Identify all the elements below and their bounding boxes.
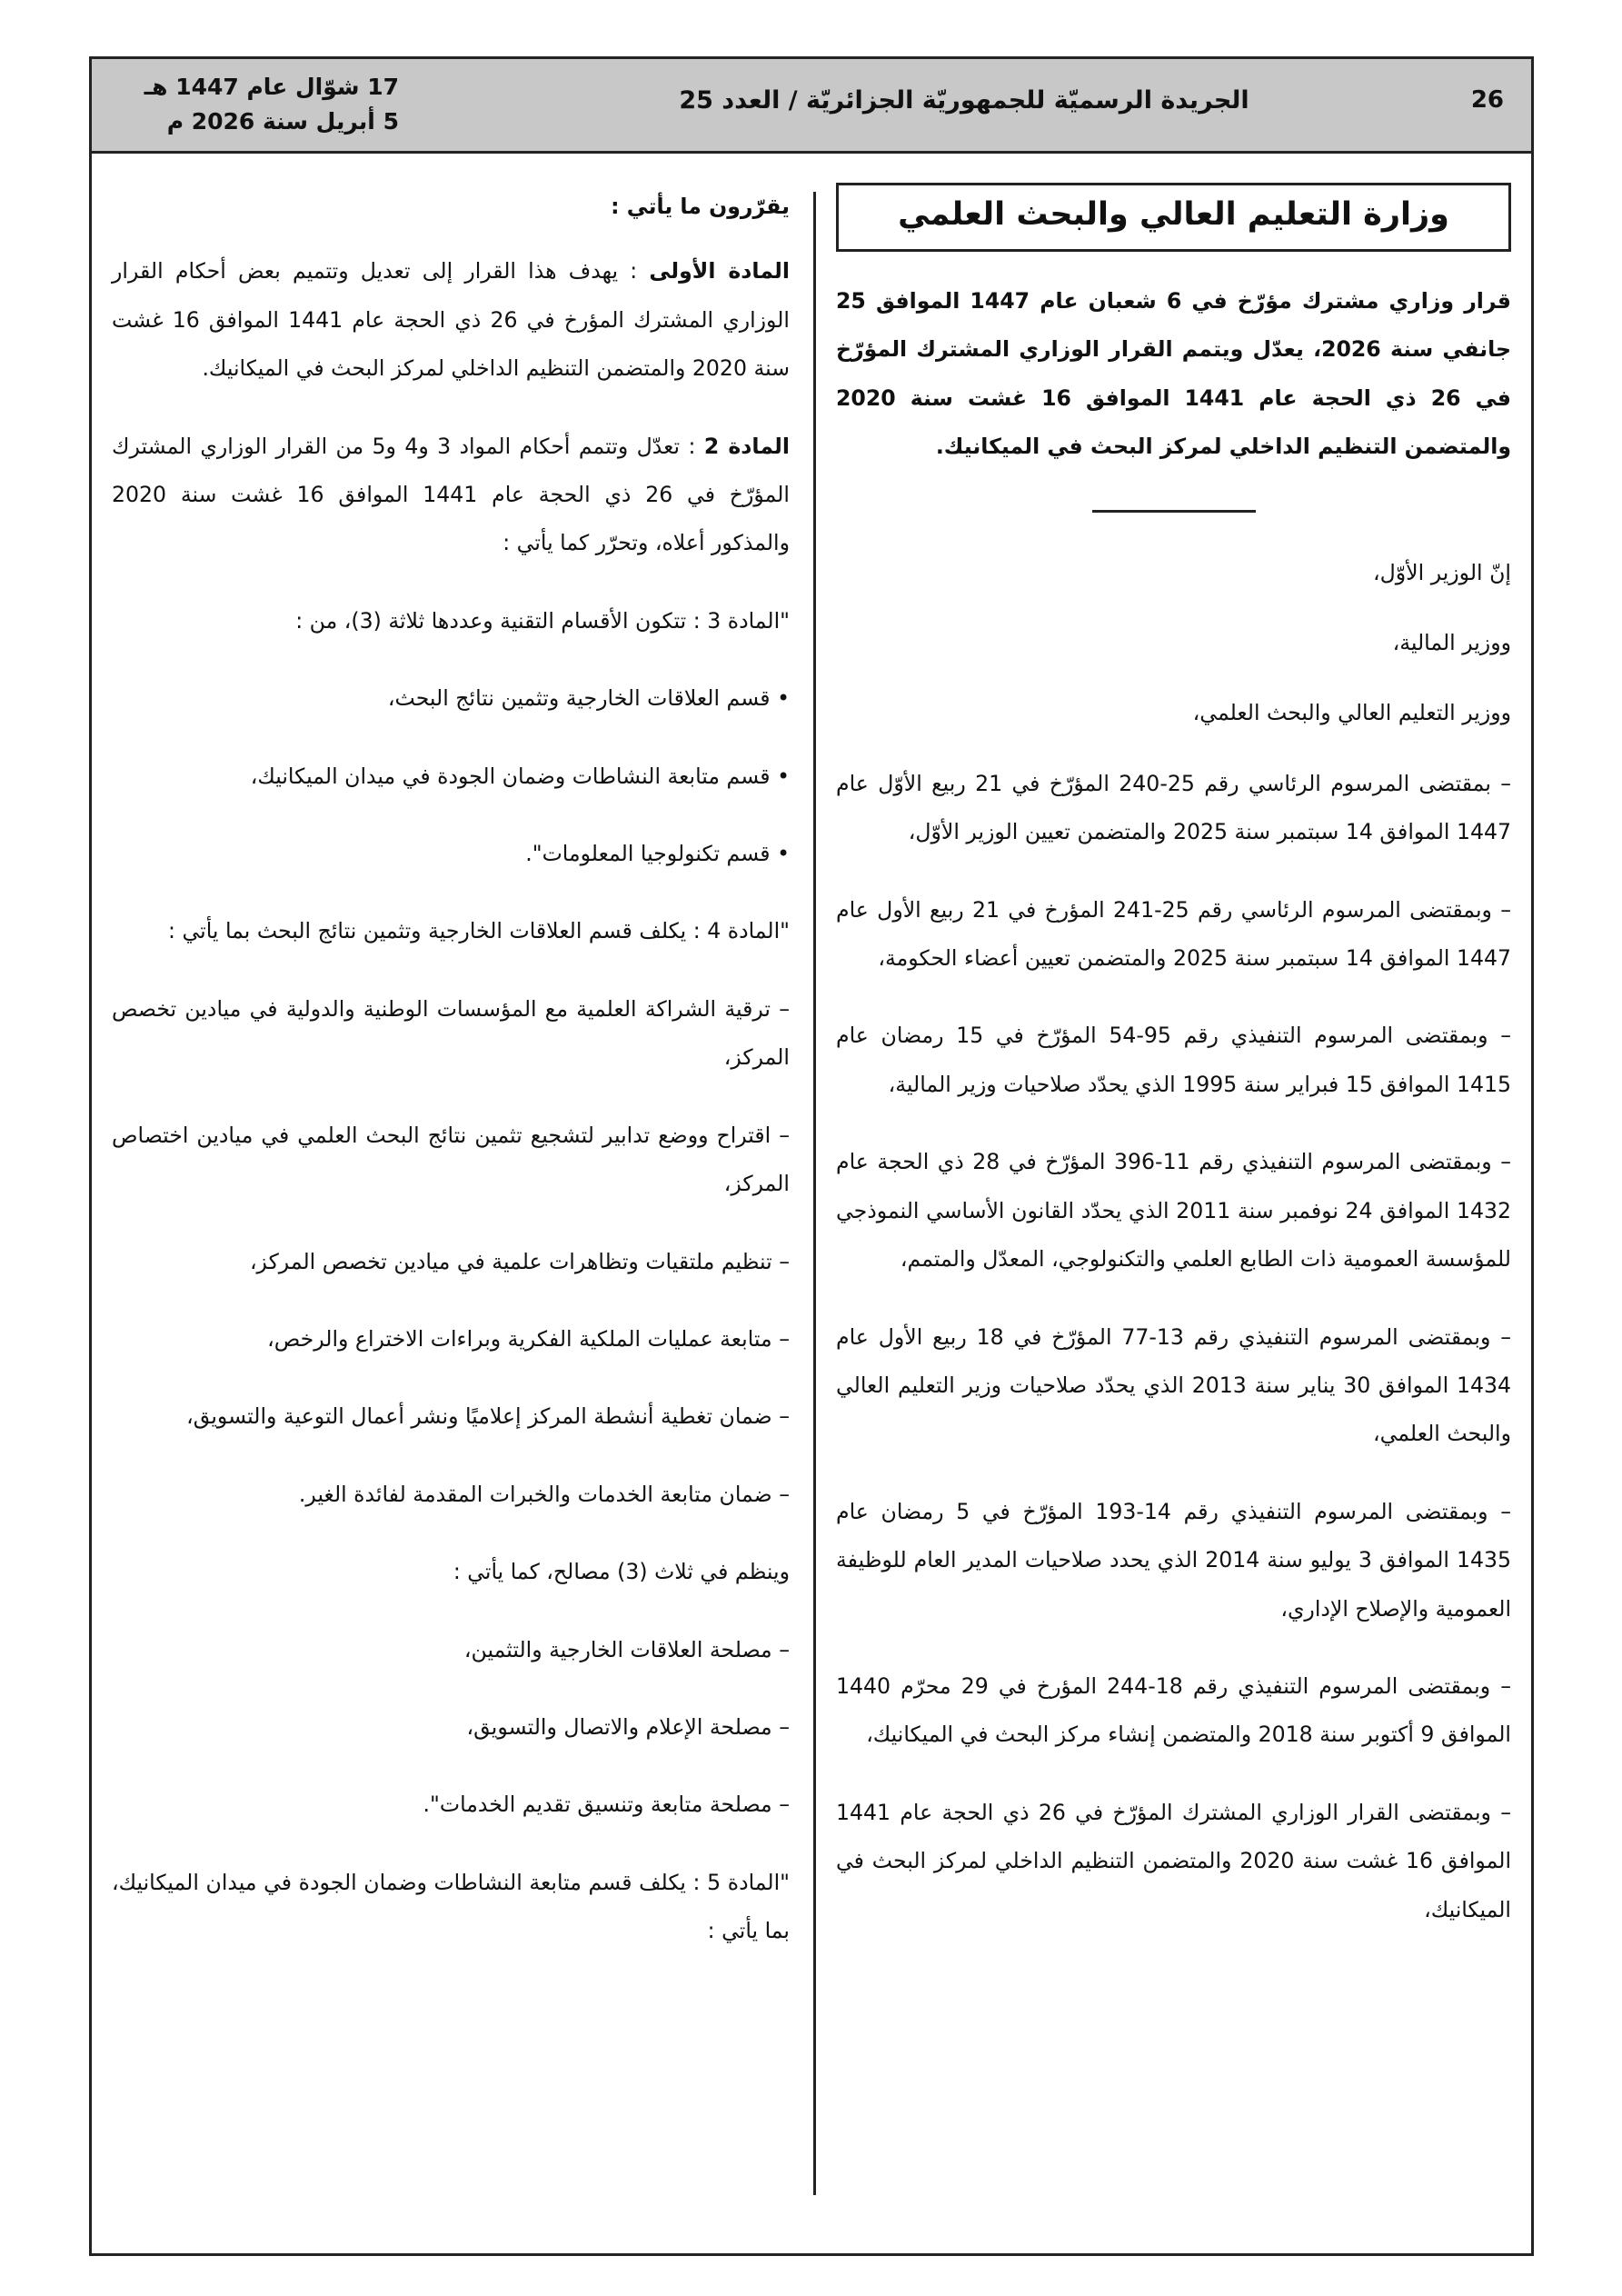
article-5-text: : يكلف قسم متابعة النشاطات وضمان الجودة في ميدان الميكانيك، بما يأتي : [112,1869,790,1944]
consideration: – وبمقتضى المرسوم التنفيذي رقم 95-54 المؤرّخ في 15 رمضان عام 1415 الموافق 15 فبراير سنة 1995 الذي يحدّد صلاحيات وزير المالية، [836,1023,1512,1097]
consideration: – وبمقتضى المرسوم التنفيذي رقم 11-396 المؤرّخ في 28 ذي الحجة عام 1432 الموافق 24 نوفمبر سنة 2011 الذي يحدّد القانون الأساسي النموذجي للمؤسسة العمومية ذات الطابع العلمي والتكنولوجي، المعدّل والمتمم، [836,1149,1512,1273]
article-1-label: المادة الأولى [649,258,790,285]
list-item: – ضمان متابعة الخدمات والخبرات المقدمة لفائدة الغير. [298,1481,790,1507]
list-item: • قسم العلاقات الخارجية وتثمين نتائج البحث، [112,674,790,723]
decree-title: قرار وزاري مشترك مؤرّخ في 6 شعبان عام 1447 الموافق 25 جانفي سنة 2026، يعدّل ويتمم القرار الوزاري المشترك المؤرّخ في 26 ذي الحجة عام 1441 الموافق 16 غشت سنة 2020 والمتضمن التنظيم الداخلي لمركز البحث في الميكانيك. [836,288,1511,460]
list-item: • قسم تكنولوجيا المعلومات". [112,830,790,878]
article-2-text: : تعدّل وتتمم أحكام المواد 3 و4 و5 من القرار الوزاري المشترك المؤرّخ في 26 ذي الحجة عام 1441 الموافق 16 غشت سنة 2020 والمذكور أعلاه، وتحرّر كما يأتي : [112,433,790,556]
article-2-label: المادة 2 [703,433,790,459]
service-item: – مصلحة العلاقات الخارجية والتثمين، [463,1636,790,1662]
article-4-text: : يكلف قسم العلاقات الخارجية وتثمين نتائج البحث بما يأتي : [168,918,701,944]
article-3-label: "المادة 3 [707,607,790,634]
page-header [92,59,1531,154]
separator-rule [1092,510,1256,513]
article-2 [112,423,790,568]
left-column [112,183,790,1985]
consideration: – وبمقتضى المرسوم التنفيذي رقم 14-193 المؤرّخ في 5 رمضان عام 1435 الموافق 3 يوليو سنة 2014 الذي يحدد صلاحيات المدير العام للوظيفة العمومية والإصلاح الإداري، [836,1498,1512,1622]
list-item: – ترقية الشراكة العلمية مع المؤسسات الوطنية والدولية في ميادين تخصص المركز، [112,995,790,1071]
right-column [836,183,1511,1963]
list-item: – متابعة عمليات الملكية الفكرية وبراءات الاختراع والرخص، [267,1325,790,1352]
ministry-title: وزارة التعليم العالي والبحث العلمي [836,183,1511,252]
issue-date [126,70,399,139]
column-divider [813,192,816,2195]
consideration: – وبمقتضى القرار الوزاري المشترك المؤرّخ في 26 ذي الحجة عام 1441 الموافق 16 غشت سنة 2020 والمتضمن التنظيم الداخلي لمركز البحث في الميكانيك، [836,1799,1512,1922]
article-3-text: : تتكون الأقسام التقنية وعددها ثلاثة (3)، من : [295,607,701,634]
page-number: 26 [1470,86,1504,114]
list-item: – ضمان تغطية أنشطة المركز إعلاميًا ونشر أعمال التوعية والتسويق، [186,1403,790,1430]
services-intro: وينظم في ثلاث (3) مصالح، كما يأتي : [453,1559,790,1585]
date-gregorian: 5 أبريل سنة 2026 م [166,108,399,135]
date-hijri: 17 شوّال عام 1447 هـ [144,74,399,100]
consideration: – وبمقتضى المرسوم التنفيذي رقم 13-77 المؤرّخ في 18 ربيع الأول عام 1434 الموافق 30 يناير سنة 2013 الذي يحدّد صلاحيات وزير التعليم العالي والبحث العلمي، [836,1323,1512,1447]
article-5-label: "المادة 5 [707,1869,791,1895]
signatory: ووزير التعليم العالي والبحث العلمي، [1192,700,1511,726]
article-3 [112,597,790,645]
consideration: – بمقتضى المرسوم الرئاسي رقم 25-240 المؤرّخ في 21 ربيع الأوّل عام 1447 الموافق 14 سبتمبر سنة 2025 والمتضمن تعيين الوزير الأوّل، [836,770,1512,845]
article-5 [112,1859,790,1956]
list-item: – اقتراح ووضع تدابير لتشجيع تثمين نتائج البحث العلمي في ميادين اختصاص المركز، [112,1122,790,1197]
list-item: • قسم متابعة النشاطات وضمان الجودة في ميدان الميكانيك، [112,753,790,801]
journal-title: الجريدة الرسميّة للجمهوريّة الجزائريّة / العدد 25 [679,86,1249,115]
resolve-heading: يقرّرون ما يأتي : [611,194,790,219]
article-1-text: : يهدف هذا القرار إلى تعديل وتتميم بعض أحكام القرار الوزاري المشترك المؤرخ في 26 ذي الحجة عام 1441 الموافق 16 غشت سنة 2020 والمتضمن التنظيم الداخلي لمركز البحث في الميكانيك. [112,258,790,382]
article-4 [112,907,790,955]
signatory: ووزير المالية، [1392,630,1511,656]
consideration: – وبمقتضى المرسوم الرئاسي رقم 25-241 المؤرخ في 21 ربيع الأول عام 1447 الموافق 14 سبتمبر سنة 2025 والمتضمن تعيين أعضاء الحكومة، [836,896,1512,972]
page-frame [89,56,1534,2256]
signatory: إنّ الوزير الأوّل، [1373,559,1511,585]
list-item: – تنظيم ملتقيات وتظاهرات علمية في ميادين تخصص المركز، [249,1248,790,1274]
consideration: – وبمقتضى المرسوم التنفيذي رقم 18-244 المؤرخ في 29 محرّم 1440 الموافق 9 أكتوبر سنة 2018 والمتضمن إنشاء مركز البحث في الميكانيك، [836,1672,1511,1748]
article-4-label: "المادة 4 [707,918,790,944]
service-item: – مصلحة الإعلام والاتصال والتسويق، [466,1713,790,1740]
service-item: – مصلحة متابعة وتنسيق تقديم الخدمات". [423,1792,790,1818]
article-1 [112,247,790,393]
signatories [836,549,1511,738]
